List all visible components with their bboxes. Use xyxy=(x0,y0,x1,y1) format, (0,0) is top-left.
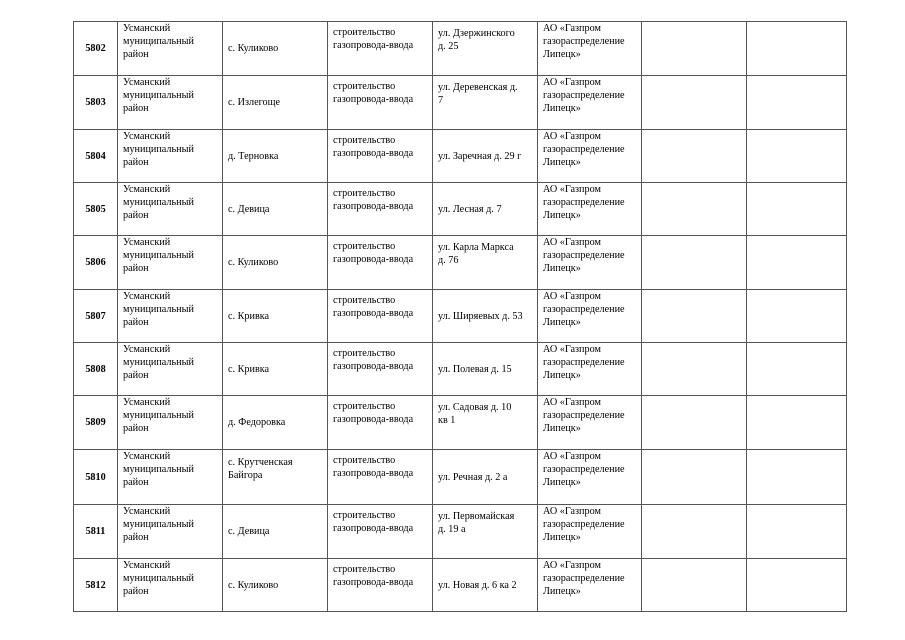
organization-cell-line: Липецк» xyxy=(543,370,581,381)
organization-cell xyxy=(538,130,642,183)
settlement-cell xyxy=(223,22,328,76)
work-type-cell xyxy=(328,396,433,450)
organization-cell-line: газораспределение xyxy=(543,250,625,261)
record-number: 5805 xyxy=(74,183,118,236)
address-cell xyxy=(433,130,538,183)
district-cell-line: район xyxy=(123,157,149,168)
organization-cell-line: АО «Газпром xyxy=(543,560,601,571)
settlement-cell-line: с. Крутченская xyxy=(228,457,293,468)
work-type-cell xyxy=(328,450,433,505)
address-cell-line: д. 76 xyxy=(438,255,459,266)
district-cell-line: район xyxy=(123,317,149,328)
address-cell-line: ул. Первомайская xyxy=(438,511,515,522)
settlement-cell xyxy=(223,290,328,343)
organization-cell xyxy=(538,236,642,290)
district-cell-line: район xyxy=(123,263,149,274)
address-cell xyxy=(433,236,538,290)
empty-cell xyxy=(747,396,847,450)
address-cell xyxy=(433,450,538,505)
address-cell xyxy=(433,343,538,396)
empty-cell xyxy=(642,76,747,130)
table-row xyxy=(74,130,847,183)
organization-cell-line: газораспределение xyxy=(543,304,625,315)
record-number: 5802 xyxy=(74,22,118,76)
settlement-cell-line: с. Куликово xyxy=(228,43,279,54)
district-cell-line: Усманский xyxy=(123,237,171,248)
work-type-cell xyxy=(328,505,433,559)
organization-cell-line: АО «Газпром xyxy=(543,237,601,248)
address-cell-line: ул. Ширяевых д. 53 xyxy=(438,310,523,322)
record-number: 5809 xyxy=(74,396,118,450)
organization-cell-line: Липецк» xyxy=(543,103,581,114)
work-type-cell-line: строительство xyxy=(333,510,396,521)
district-cell-line: Усманский xyxy=(123,23,171,34)
address-cell xyxy=(433,76,538,130)
empty-cell xyxy=(642,236,747,290)
work-type-cell xyxy=(328,183,433,236)
record-number: 5810 xyxy=(74,450,118,505)
organization-cell xyxy=(538,559,642,612)
district-cell-line: муниципальный xyxy=(123,410,194,421)
work-type-cell xyxy=(328,343,433,396)
organization-cell-line: АО «Газпром xyxy=(543,131,601,142)
table-row xyxy=(74,236,847,290)
table-row xyxy=(74,343,847,396)
district-cell xyxy=(118,505,223,559)
organization-cell xyxy=(538,450,642,505)
address-cell-line: кв 1 xyxy=(438,415,456,426)
organization-cell-line: АО «Газпром xyxy=(543,506,601,517)
address-cell-line: д. 25 xyxy=(438,41,459,52)
organization-cell-line: Липецк» xyxy=(543,423,581,434)
work-type-cell-line: газопровода-ввода xyxy=(333,254,414,265)
district-cell-line: Усманский xyxy=(123,451,171,462)
empty-cell xyxy=(747,236,847,290)
district-cell-line: муниципальный xyxy=(123,197,194,208)
district-cell xyxy=(118,183,223,236)
record-number: 5812 xyxy=(74,559,118,612)
organization-cell-line: газораспределение xyxy=(543,197,625,208)
organization-cell-line: АО «Газпром xyxy=(543,344,601,355)
organization-cell xyxy=(538,343,642,396)
empty-cell xyxy=(642,290,747,343)
organization-cell xyxy=(538,183,642,236)
address-cell-line: ул. Речная д. 2 а xyxy=(438,471,508,483)
address-cell xyxy=(433,559,538,612)
settlement-cell xyxy=(223,505,328,559)
empty-cell xyxy=(642,183,747,236)
work-type-cell-line: строительство xyxy=(333,81,396,92)
district-cell-line: муниципальный xyxy=(123,90,194,101)
address-cell xyxy=(433,290,538,343)
district-cell-line: муниципальный xyxy=(123,519,194,530)
work-type-cell xyxy=(328,130,433,183)
work-type-cell-line: строительство xyxy=(333,27,396,38)
empty-cell xyxy=(747,343,847,396)
district-cell-line: район xyxy=(123,370,149,381)
work-type-cell xyxy=(328,76,433,130)
work-type-cell-line: газопровода-ввода xyxy=(333,94,414,105)
work-type-cell xyxy=(328,22,433,76)
district-cell-line: муниципальный xyxy=(123,304,194,315)
district-cell-line: Усманский xyxy=(123,344,171,355)
settlement-cell xyxy=(223,76,328,130)
address-cell-line: ул. Карла Маркса xyxy=(438,242,514,253)
settlement-cell-line: д. Федоровка xyxy=(228,417,286,428)
record-number: 5807 xyxy=(74,290,118,343)
address-cell xyxy=(433,505,538,559)
address-cell xyxy=(433,183,538,236)
district-cell xyxy=(118,450,223,505)
organization-cell-line: Липецк» xyxy=(543,586,581,597)
settlement-cell xyxy=(223,183,328,236)
work-type-cell-line: газопровода-ввода xyxy=(333,201,414,212)
organization-cell xyxy=(538,505,642,559)
work-type-cell-line: строительство xyxy=(333,135,396,146)
empty-cell xyxy=(747,130,847,183)
settlement-cell xyxy=(223,396,328,450)
organization-cell-line: Липецк» xyxy=(543,317,581,328)
address-cell-line: ул. Садовая д. 10 xyxy=(438,402,512,413)
work-type-cell xyxy=(328,559,433,612)
district-cell-line: Усманский xyxy=(123,560,171,571)
settlement-cell xyxy=(223,236,328,290)
settlement-cell-line: с. Куликово xyxy=(228,579,279,591)
work-type-cell xyxy=(328,236,433,290)
settlement-cell-line: с. Девица xyxy=(228,526,270,537)
organization-cell-line: газораспределение xyxy=(543,464,625,475)
empty-cell xyxy=(642,559,747,612)
organization-cell-line: АО «Газпром xyxy=(543,397,601,408)
organization-cell-line: АО «Газпром xyxy=(543,451,601,462)
organization-cell-line: газораспределение xyxy=(543,144,625,155)
organization-cell-line: Липецк» xyxy=(543,49,581,60)
address-cell-line: ул. Дзержинского xyxy=(438,28,515,39)
record-number: 5808 xyxy=(74,343,118,396)
work-type-cell-line: строительство xyxy=(333,188,396,199)
organization-cell-line: Липецк» xyxy=(543,532,581,543)
settlement-cell-line: Байгора xyxy=(228,470,263,481)
table-row xyxy=(74,559,847,612)
address-cell-line: ул. Новая д. 6 ка 2 xyxy=(438,579,517,591)
address-cell-line: д. 19 а xyxy=(438,524,466,535)
empty-cell xyxy=(642,130,747,183)
district-cell-line: Усманский xyxy=(123,131,171,142)
district-cell-line: район xyxy=(123,477,149,488)
work-type-cell-line: газопровода-ввода xyxy=(333,40,414,51)
district-cell-line: Усманский xyxy=(123,184,171,195)
district-cell-line: район xyxy=(123,586,149,597)
record-number: 5803 xyxy=(74,76,118,130)
empty-cell xyxy=(642,450,747,505)
address-cell xyxy=(433,396,538,450)
work-type-cell-line: строительство xyxy=(333,348,396,359)
settlement-cell-line: с. Девица xyxy=(228,203,270,215)
settlement-cell-line: д. Терновка xyxy=(228,150,279,162)
district-cell-line: муниципальный xyxy=(123,464,194,475)
district-cell xyxy=(118,22,223,76)
district-cell-line: район xyxy=(123,423,149,434)
work-type-cell-line: строительство xyxy=(333,295,396,306)
district-cell xyxy=(118,343,223,396)
settlement-cell-line: с. Излегоще xyxy=(228,97,280,108)
empty-cell xyxy=(642,505,747,559)
empty-cell xyxy=(642,396,747,450)
work-type-cell-line: строительство xyxy=(333,564,396,575)
district-cell xyxy=(118,290,223,343)
record-number: 5804 xyxy=(74,130,118,183)
empty-cell xyxy=(747,183,847,236)
work-type-cell-line: строительство xyxy=(333,455,396,466)
work-type-cell-line: газопровода-ввода xyxy=(333,414,414,425)
table-row xyxy=(74,450,847,505)
district-cell-line: район xyxy=(123,103,149,114)
district-cell xyxy=(118,559,223,612)
settlement-cell xyxy=(223,559,328,612)
address-cell xyxy=(433,22,538,76)
empty-cell xyxy=(642,343,747,396)
settlement-cell xyxy=(223,343,328,396)
district-cell xyxy=(118,76,223,130)
address-cell-line: ул. Лесная д. 7 xyxy=(438,203,502,215)
district-cell-line: Усманский xyxy=(123,291,171,302)
settlement-cell xyxy=(223,450,328,505)
district-cell xyxy=(118,236,223,290)
empty-cell xyxy=(747,505,847,559)
table-row xyxy=(74,76,847,130)
table-row xyxy=(74,396,847,450)
work-type-cell-line: газопровода-ввода xyxy=(333,523,414,534)
district-cell xyxy=(118,396,223,450)
work-type-cell-line: строительство xyxy=(333,241,396,252)
table-row xyxy=(74,505,847,559)
district-cell-line: муниципальный xyxy=(123,250,194,261)
address-cell-line: ул. Заречная д. 29 г xyxy=(438,150,522,162)
district-cell-line: Усманский xyxy=(123,506,171,517)
work-type-cell-line: газопровода-ввода xyxy=(333,148,414,159)
empty-cell xyxy=(747,450,847,505)
organization-cell-line: газораспределение xyxy=(543,90,625,101)
address-cell-line: ул. Полевая д. 15 xyxy=(438,363,512,375)
empty-cell xyxy=(747,290,847,343)
organization-cell-line: Липецк» xyxy=(543,477,581,488)
work-type-cell-line: строительство xyxy=(333,401,396,412)
registry-body xyxy=(74,22,847,612)
district-cell-line: муниципальный xyxy=(123,144,194,155)
record-number: 5806 xyxy=(74,236,118,290)
district-cell-line: район xyxy=(123,49,149,60)
organization-cell xyxy=(538,22,642,76)
work-type-cell-line: газопровода-ввода xyxy=(333,577,414,588)
empty-cell xyxy=(747,22,847,76)
record-number: 5811 xyxy=(74,505,118,559)
settlement-cell-line: с. Кривка xyxy=(228,310,270,322)
organization-cell-line: газораспределение xyxy=(543,573,625,584)
work-type-cell xyxy=(328,290,433,343)
organization-cell xyxy=(538,76,642,130)
district-cell-line: район xyxy=(123,210,149,221)
organization-cell xyxy=(538,290,642,343)
work-type-cell-line: газопровода-ввода xyxy=(333,308,414,319)
district-cell-line: муниципальный xyxy=(123,36,194,47)
organization-cell-line: АО «Газпром xyxy=(543,77,601,88)
registry-table xyxy=(73,21,847,612)
district-cell xyxy=(118,130,223,183)
settlement-cell xyxy=(223,130,328,183)
district-cell-line: Усманский xyxy=(123,77,171,88)
district-cell-line: Усманский xyxy=(123,397,171,408)
organization-cell-line: газораспределение xyxy=(543,36,625,47)
table-row xyxy=(74,22,847,76)
empty-cell xyxy=(747,559,847,612)
address-cell-line: 7 xyxy=(438,95,444,106)
organization-cell-line: газораспределение xyxy=(543,519,625,530)
table-row xyxy=(74,183,847,236)
organization-cell xyxy=(538,396,642,450)
work-type-cell-line: газопровода-ввода xyxy=(333,468,414,479)
organization-cell-line: Липецк» xyxy=(543,263,581,274)
organization-cell-line: Липецк» xyxy=(543,210,581,221)
district-cell-line: муниципальный xyxy=(123,357,194,368)
organization-cell-line: Липецк» xyxy=(543,157,581,168)
district-cell-line: муниципальный xyxy=(123,573,194,584)
address-cell-line: ул. Деревенская д. xyxy=(438,82,518,93)
district-cell-line: район xyxy=(123,532,149,543)
settlement-cell-line: с. Куликово xyxy=(228,257,279,268)
empty-cell xyxy=(747,76,847,130)
organization-cell-line: газораспределение xyxy=(543,410,625,421)
organization-cell-line: АО «Газпром xyxy=(543,23,601,34)
organization-cell-line: АО «Газпром xyxy=(543,184,601,195)
empty-cell xyxy=(642,22,747,76)
organization-cell-line: газораспределение xyxy=(543,357,625,368)
table-row xyxy=(74,290,847,343)
work-type-cell-line: газопровода-ввода xyxy=(333,361,414,372)
organization-cell-line: АО «Газпром xyxy=(543,291,601,302)
settlement-cell-line: с. Кривка xyxy=(228,363,270,375)
